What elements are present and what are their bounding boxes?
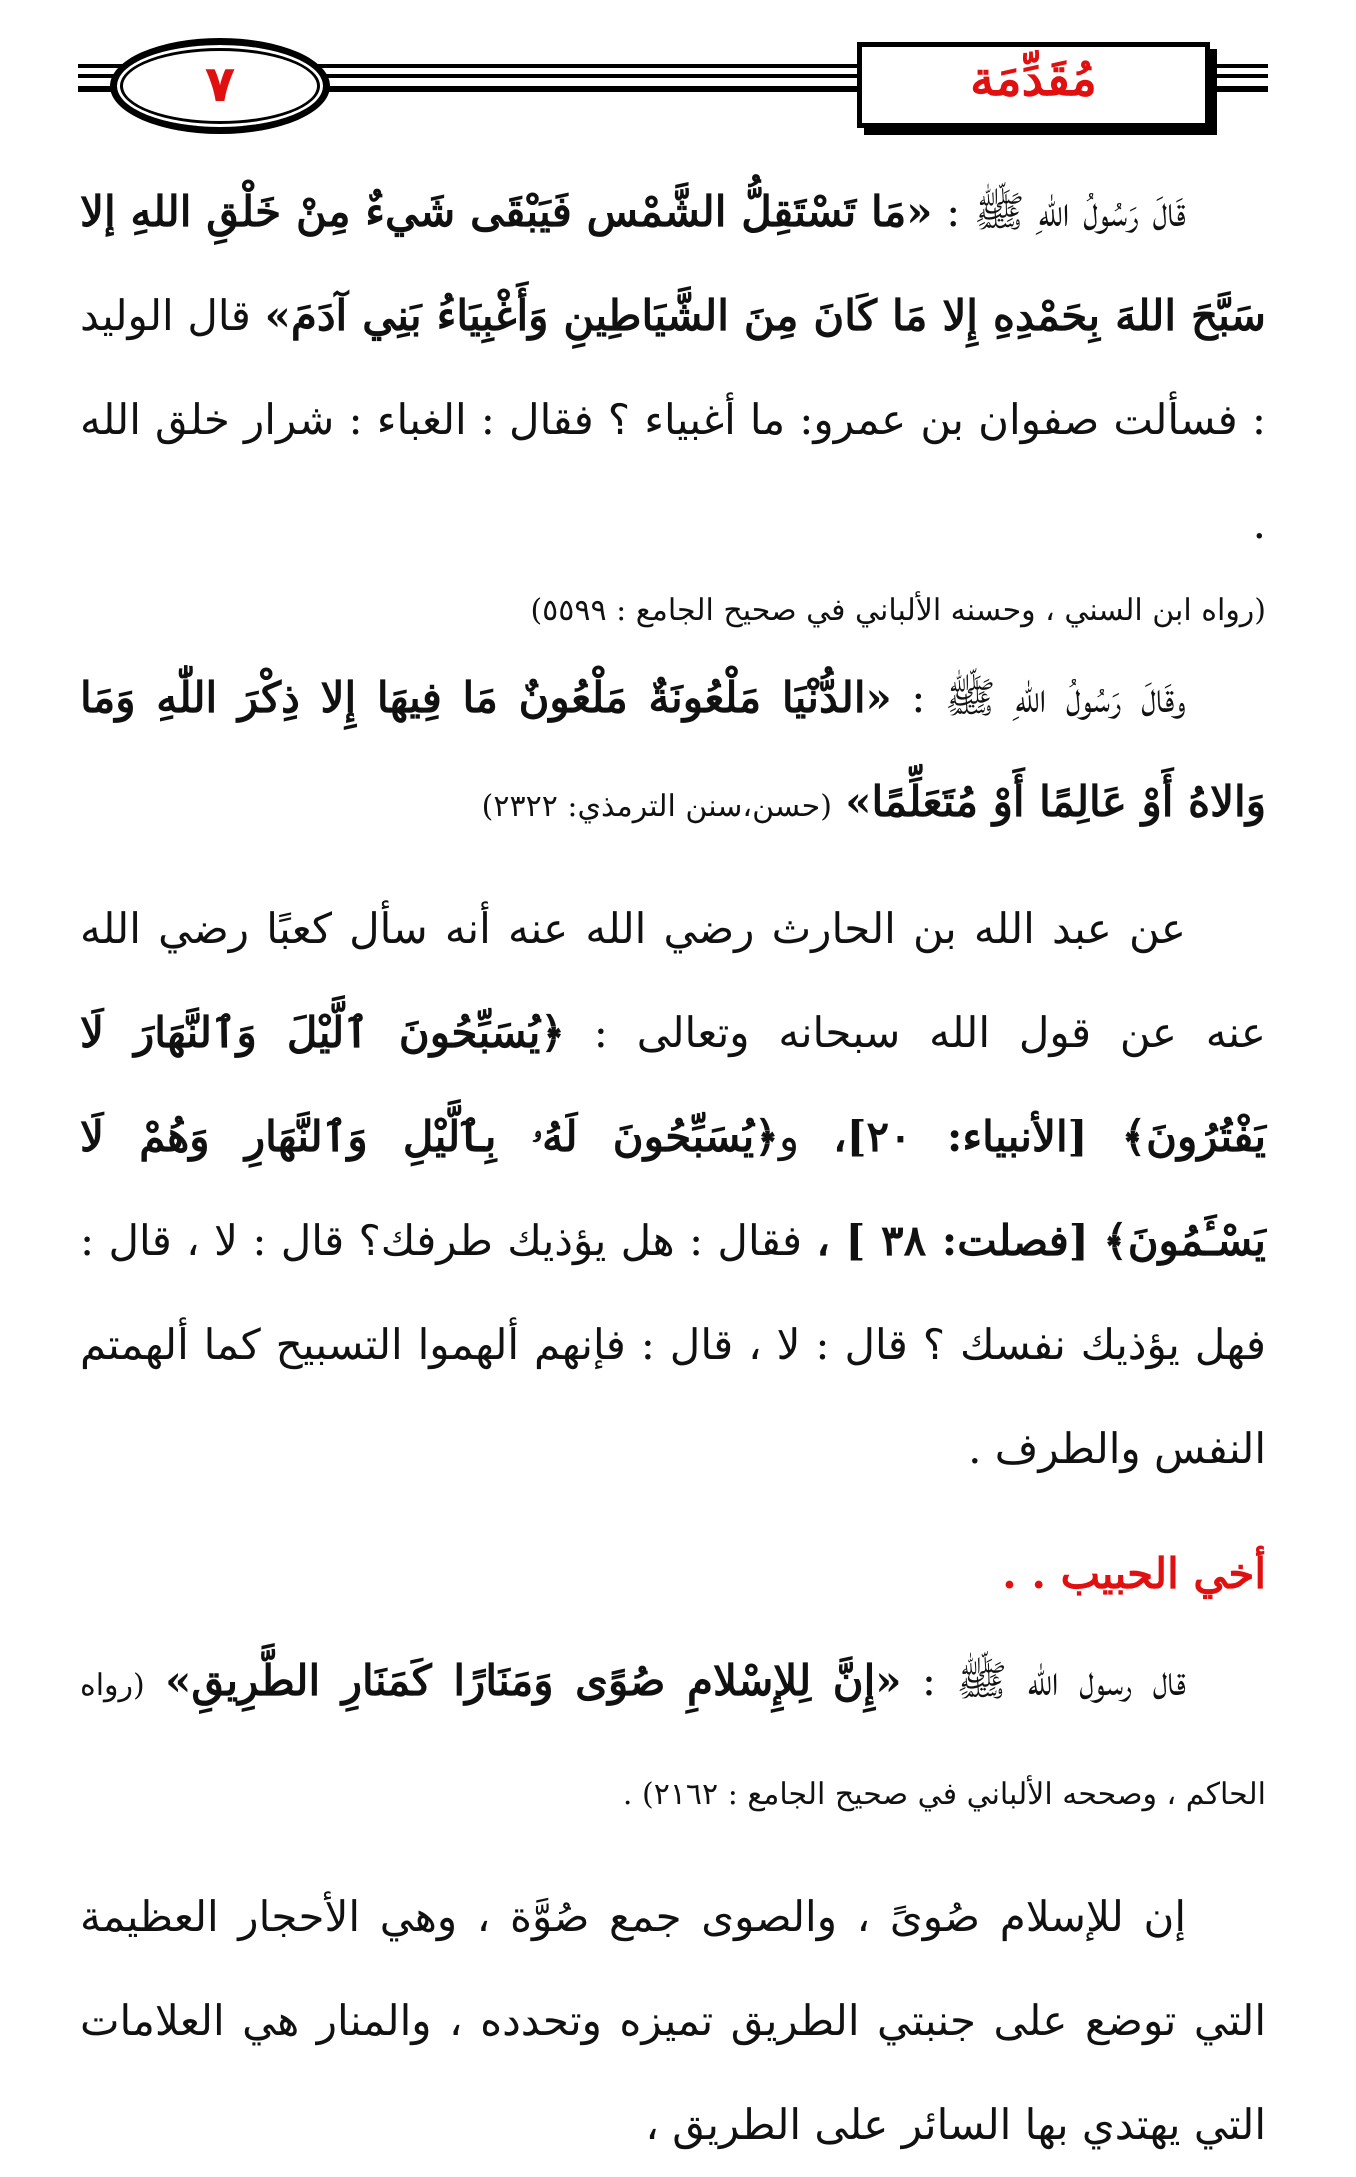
hadith-source: (رواه ابن السني ، وحسنه الألباني في صحيح الجامع : ٥٥٩٩) (530, 593, 1266, 628)
quran-verse: ﴿يُسَبِّحُونَ ٱلَّيْلَ وَٱلنَّهَارَ لَا يَفْتُرُونَ﴾ (80, 1008, 1267, 1161)
paragraph-hadith-1 (80, 160, 1266, 576)
quran-verse: ﴿يُسَبِّحُونَ لَهُۥ بِٱلَّيْلِ وَٱلنَّهَارِ وَهُمْ لَا يَسْـَٔمُونَ﴾ (80, 1112, 1266, 1265)
section-title: مُقَدِّمَة (970, 51, 1097, 107)
paragraph-text: قال الوليد : فسألت صفوان بن عمرو: ما أغبياء ؟ فقال : الغباء : شرار خلق الله . (80, 291, 1266, 548)
hadith-lead: قال رسول الله ﷺ : (921, 1656, 1187, 1705)
page-number-badge (110, 38, 330, 134)
hadith-text: «إِنَّ لِلإِسْلامِ صُوًى وَمَنَارًا كَمَنَارِ الطَّرِيقِ» (165, 1656, 902, 1705)
section-heading: أخي الحبيب . . (1002, 1549, 1266, 1598)
hadith-lead: وقَالَ رَسُولُ اللّٰهِ ﷺ : (911, 673, 1186, 722)
paragraph-text: إن للإسلام صُوىً ، والصوى جمع صُوَّة ، وهي الأحجار العظيمة التي توضع على جنبتي الطريق تميزه وتحدده ، والمنار هي العلامات التي يهتدي بها السائر على الطريق ، (80, 1892, 1266, 2149)
page-header (0, 0, 1356, 140)
paragraph-hadith-2 (80, 646, 1266, 859)
paragraph-text: عن عبد الله بن الحارث رضي الله عنه أنه سأل كعبًا رضي الله عنه عن قول الله سبحانه وتعالى : (80, 904, 1266, 1057)
hadith-text: «الدُّنْيَا مَلْعُونَةٌ مَلْعُونٌ مَا فِيهَا إِلا ذِكْرَ اللّٰهِ وَمَا وَالاهُ أَوْ عَالِمًا أَوْ مُتَعَلِّمًا» (80, 673, 1266, 826)
paragraph-narration (80, 877, 1266, 1501)
hadith-source: (رواه الحاكم ، وصححه الألباني في صحيح الجامع : ٢١٦٢) . (80, 1668, 1266, 1812)
paragraph-hadith-3 (80, 1629, 1266, 1847)
verse-reference: [الأنبياء: ٢٠]، (833, 1112, 1088, 1161)
verse-reference: [فصلت: ٣٨ ] ، (816, 1216, 1089, 1265)
conjunction: و (778, 1112, 800, 1161)
hadith-lead: قَالَ رَسُولُ اللّٰهِ ﷺ : (946, 187, 1186, 236)
page-body (80, 160, 1266, 2177)
paragraph-text: فقال : هل يؤذيك طرفك؟ قال : لا ، قال : فهل يؤذيك نفسك ؟ قال : لا ، قال : فإنهم ألهموا التسبيح كما ألهمتم النفس والطرف . (80, 1216, 1266, 1473)
page-number: ٧ (204, 55, 236, 113)
hadith-source: (حسن،سنن الترمذي: ٢٣٢٢) (481, 789, 832, 824)
section-title-box (857, 42, 1210, 128)
hadith-text: «مَا تَسْتَقِلُّ الشَّمْس فَيَبْقَى شَيءٌ مِنْ خَلْقِ اللهِ إلا سَبَّحَ اللهَ بِحَمْدِهِ إِلا مَا كَانَ مِنَ الشَّيَاطِينِ وَأَغْبِيَاءُ بَنِي آدَمَ» (80, 187, 1266, 340)
paragraph-explanation (80, 1865, 1266, 2177)
